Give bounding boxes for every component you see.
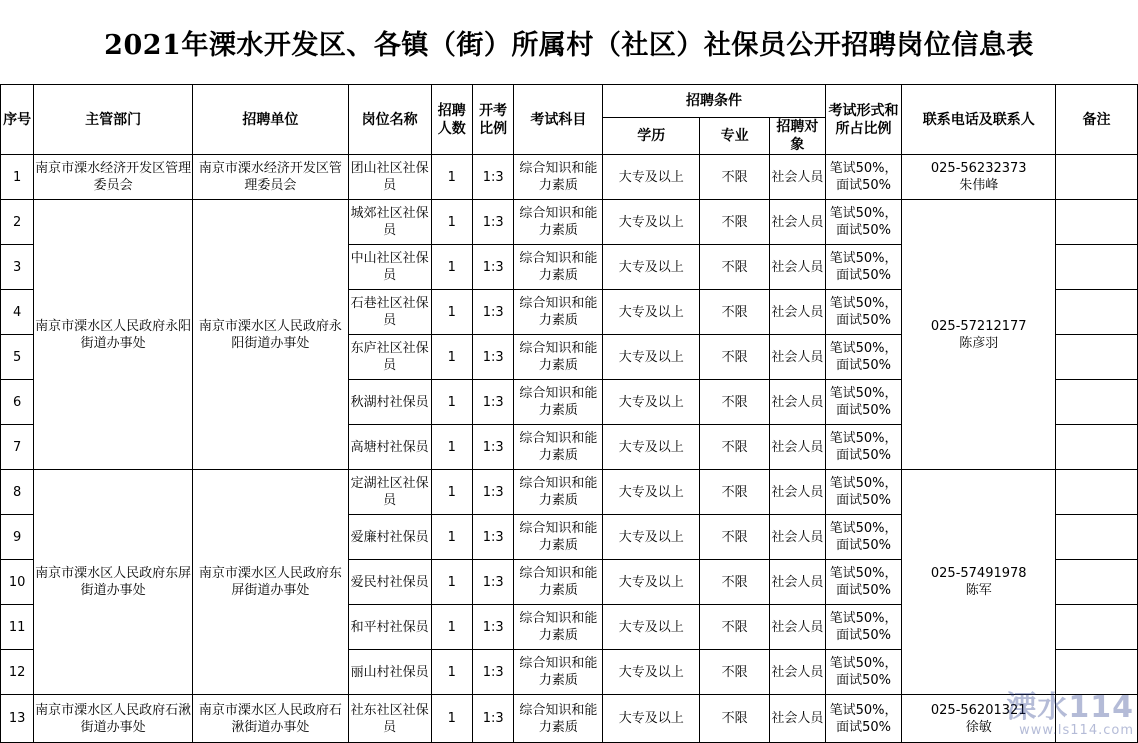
cell-count: 1 <box>431 200 472 245</box>
cell-seq: 5 <box>1 335 34 380</box>
cell-edu: 大专及以上 <box>603 380 700 425</box>
cell-contact <box>902 155 1056 200</box>
cell-post: 定湖社区社保员 <box>348 470 431 515</box>
table-body <box>1 155 1138 743</box>
cell-note <box>1056 695 1138 743</box>
cell-subject: 综合知识和能力素质 <box>514 560 603 605</box>
cell-contact <box>902 470 1056 695</box>
cell-subject: 综合知识和能力素质 <box>514 380 603 425</box>
header-unit: 招聘单位 <box>193 85 349 155</box>
cell-unit: 南京市溧水区人民政府石湫街道办事处 <box>193 695 349 743</box>
cell-seq: 2 <box>1 200 34 245</box>
cell-note <box>1056 335 1138 380</box>
cell-major: 不限 <box>700 605 770 650</box>
watermark-url: www.ls114.com <box>1019 723 1134 738</box>
cell-target: 社会人员 <box>770 200 826 245</box>
cell-exam: 笔试50%，面试50% <box>825 695 902 743</box>
cell-post: 社东社区社保员 <box>348 695 431 743</box>
cell-post: 爱廉村社保员 <box>348 515 431 560</box>
cell-exam: 笔试50%，面试50% <box>825 155 902 200</box>
cell-target: 社会人员 <box>770 560 826 605</box>
page-title: 2021年溧水开发区、各镇（街）所属村（社区）社保员公开招聘岗位信息表 <box>104 29 1034 61</box>
cell-count: 1 <box>431 245 472 290</box>
cell-count: 1 <box>431 515 472 560</box>
cell-exam: 笔试50%，面试50% <box>825 560 902 605</box>
cell-target: 社会人员 <box>770 290 826 335</box>
cell-count: 1 <box>431 605 472 650</box>
cell-count: 1 <box>431 560 472 605</box>
cell-count: 1 <box>431 290 472 335</box>
cell-major: 不限 <box>700 290 770 335</box>
cell-major: 不限 <box>700 155 770 200</box>
cell-note <box>1056 515 1138 560</box>
table-row <box>1 200 1138 245</box>
cell-exam: 笔试50%，面试50% <box>825 470 902 515</box>
cell-count: 1 <box>431 425 472 470</box>
cell-note <box>1056 245 1138 290</box>
cell-count: 1 <box>431 155 472 200</box>
cell-target: 社会人员 <box>770 245 826 290</box>
cell-exam: 笔试50%，面试50% <box>825 380 902 425</box>
cell-ratio: 1:3 <box>472 425 513 470</box>
contact-phone: 025-56232373 <box>930 161 1027 176</box>
cell-subject: 综合知识和能力素质 <box>514 290 603 335</box>
cell-post: 中山社区社保员 <box>348 245 431 290</box>
cell-post: 爱民村社保员 <box>348 560 431 605</box>
cell-edu: 大专及以上 <box>603 155 700 200</box>
cell-ratio: 1:3 <box>472 290 513 335</box>
cell-edu: 大专及以上 <box>603 605 700 650</box>
cell-subject: 综合知识和能力素质 <box>514 605 603 650</box>
cell-major: 不限 <box>700 515 770 560</box>
header-post: 岗位名称 <box>348 85 431 155</box>
cell-subject: 综合知识和能力素质 <box>514 155 603 200</box>
cell-unit: 南京市溧水经济开发区管理委员会 <box>193 155 349 200</box>
cell-subject: 综合知识和能力素质 <box>514 650 603 695</box>
cell-exam: 笔试50%，面试50% <box>825 650 902 695</box>
cell-exam: 笔试50%，面试50% <box>825 515 902 560</box>
cell-target: 社会人员 <box>770 155 826 200</box>
cell-edu: 大专及以上 <box>603 245 700 290</box>
cell-note <box>1056 290 1138 335</box>
cell-unit: 南京市溧水区人民政府永阳街道办事处 <box>193 200 349 470</box>
cell-note <box>1056 380 1138 425</box>
cell-target: 社会人员 <box>770 650 826 695</box>
header-edu: 学历 <box>603 118 700 155</box>
watermark-logo: 溧水114 <box>1006 690 1134 725</box>
cell-edu: 大专及以上 <box>603 560 700 605</box>
cell-ratio: 1:3 <box>472 380 513 425</box>
header-seq: 序号 <box>1 85 34 155</box>
cell-count: 1 <box>431 695 472 743</box>
cell-edu: 大专及以上 <box>603 470 700 515</box>
cell-edu: 大专及以上 <box>603 425 700 470</box>
cell-target: 社会人员 <box>770 380 826 425</box>
cell-target: 社会人员 <box>770 605 826 650</box>
cell-ratio: 1:3 <box>472 470 513 515</box>
table-row <box>1 155 1138 200</box>
cell-note <box>1056 470 1138 515</box>
header-subject: 考试科目 <box>514 85 603 155</box>
header-exam: 考试形式和所占比例 <box>825 85 902 155</box>
contact-name: 朱伟峰 <box>959 178 999 193</box>
cell-seq: 3 <box>1 245 34 290</box>
cell-edu: 大专及以上 <box>603 200 700 245</box>
cell-note <box>1056 560 1138 605</box>
cell-target: 社会人员 <box>770 425 826 470</box>
cell-count: 1 <box>431 650 472 695</box>
cell-seq: 7 <box>1 425 34 470</box>
cell-count: 1 <box>431 380 472 425</box>
cell-count: 1 <box>431 470 472 515</box>
cell-count: 1 <box>431 335 472 380</box>
table-row <box>1 695 1138 743</box>
cell-exam: 笔试50%，面试50% <box>825 335 902 380</box>
cell-ratio: 1:3 <box>472 245 513 290</box>
header-ratio: 开考比例 <box>472 85 513 155</box>
cell-subject: 综合知识和能力素质 <box>514 245 603 290</box>
cell-edu: 大专及以上 <box>603 335 700 380</box>
cell-ratio: 1:3 <box>472 695 513 743</box>
recruitment-table <box>0 84 1138 743</box>
header-note: 备注 <box>1056 85 1138 155</box>
cell-seq: 9 <box>1 515 34 560</box>
cell-unit: 南京市溧水区人民政府东屏街道办事处 <box>193 470 349 695</box>
cell-subject: 综合知识和能力素质 <box>514 200 603 245</box>
cell-dept: 南京市溧水区人民政府永阳街道办事处 <box>34 200 193 470</box>
contact-name: 徐敏 <box>965 719 992 735</box>
header-contact: 联系电话及联系人 <box>902 85 1056 155</box>
cell-dept: 南京市溧水经济开发区管理委员会 <box>34 155 193 200</box>
cell-major: 不限 <box>700 560 770 605</box>
header-conditions: 招聘条件 <box>603 85 825 118</box>
cell-post: 团山社区社保员 <box>348 155 431 200</box>
cell-post: 东庐社区社保员 <box>348 335 431 380</box>
header-dept: 主管部门 <box>34 85 193 155</box>
cell-post: 高塘村社保员 <box>348 425 431 470</box>
contact-name: 陈彦羽 <box>959 335 999 351</box>
cell-subject: 综合知识和能力素质 <box>514 335 603 380</box>
cell-note <box>1056 425 1138 470</box>
cell-seq: 11 <box>1 605 34 650</box>
cell-dept: 南京市溧水区人民政府东屏街道办事处 <box>34 470 193 695</box>
cell-exam: 笔试50%，面试50% <box>825 425 902 470</box>
contact-phone: 025-57491978 <box>930 566 1027 581</box>
contact-name: 陈军 <box>965 583 992 598</box>
header-count: 招聘人数 <box>431 85 472 155</box>
cell-ratio: 1:3 <box>472 515 513 560</box>
cell-major: 不限 <box>700 470 770 515</box>
cell-exam: 笔试50%，面试50% <box>825 200 902 245</box>
cell-contact <box>902 695 1056 743</box>
cell-seq: 6 <box>1 380 34 425</box>
cell-major: 不限 <box>700 650 770 695</box>
cell-post: 石巷社区社保员 <box>348 290 431 335</box>
cell-major: 不限 <box>700 335 770 380</box>
cell-note <box>1056 155 1138 200</box>
cell-seq: 13 <box>1 695 34 743</box>
cell-edu: 大专及以上 <box>603 515 700 560</box>
cell-note <box>1056 200 1138 245</box>
cell-exam: 笔试50%，面试50% <box>825 245 902 290</box>
cell-major: 不限 <box>700 245 770 290</box>
cell-dept: 南京市溧水区人民政府石湫街道办事处 <box>34 695 193 743</box>
cell-subject: 综合知识和能力素质 <box>514 470 603 515</box>
cell-exam: 笔试50%，面试50% <box>825 605 902 650</box>
cell-seq: 4 <box>1 290 34 335</box>
cell-post: 秋湖村社保员 <box>348 380 431 425</box>
cell-seq: 1 <box>1 155 34 200</box>
cell-post: 丽山村社保员 <box>348 650 431 695</box>
cell-major: 不限 <box>700 425 770 470</box>
cell-exam: 笔试50%，面试50% <box>825 290 902 335</box>
header-target: 招聘对象 <box>770 118 826 155</box>
cell-note <box>1056 650 1138 695</box>
cell-target: 社会人员 <box>770 335 826 380</box>
cell-ratio: 1:3 <box>472 200 513 245</box>
cell-contact <box>902 200 1056 470</box>
cell-seq: 12 <box>1 650 34 695</box>
header-major: 专业 <box>700 118 770 155</box>
table-row <box>1 470 1138 515</box>
contact-phone: 025-57212177 <box>930 318 1027 334</box>
cell-seq: 8 <box>1 470 34 515</box>
cell-ratio: 1:3 <box>472 605 513 650</box>
cell-target: 社会人员 <box>770 515 826 560</box>
cell-target: 社会人员 <box>770 695 826 743</box>
cell-post: 和平村社保员 <box>348 605 431 650</box>
cell-ratio: 1:3 <box>472 650 513 695</box>
cell-ratio: 1:3 <box>472 155 513 200</box>
cell-edu: 大专及以上 <box>603 650 700 695</box>
cell-subject: 综合知识和能力素质 <box>514 695 603 743</box>
cell-major: 不限 <box>700 380 770 425</box>
cell-subject: 综合知识和能力素质 <box>514 515 603 560</box>
cell-major: 不限 <box>700 695 770 743</box>
cell-edu: 大专及以上 <box>603 290 700 335</box>
cell-edu: 大专及以上 <box>603 695 700 743</box>
cell-major: 不限 <box>700 200 770 245</box>
cell-ratio: 1:3 <box>472 560 513 605</box>
cell-ratio: 1:3 <box>472 335 513 380</box>
cell-subject: 综合知识和能力素质 <box>514 425 603 470</box>
contact-phone: 025-56201321 <box>930 702 1027 718</box>
cell-note <box>1056 605 1138 650</box>
cell-target: 社会人员 <box>770 470 826 515</box>
cell-seq: 10 <box>1 560 34 605</box>
cell-post: 城郊社区社保员 <box>348 200 431 245</box>
